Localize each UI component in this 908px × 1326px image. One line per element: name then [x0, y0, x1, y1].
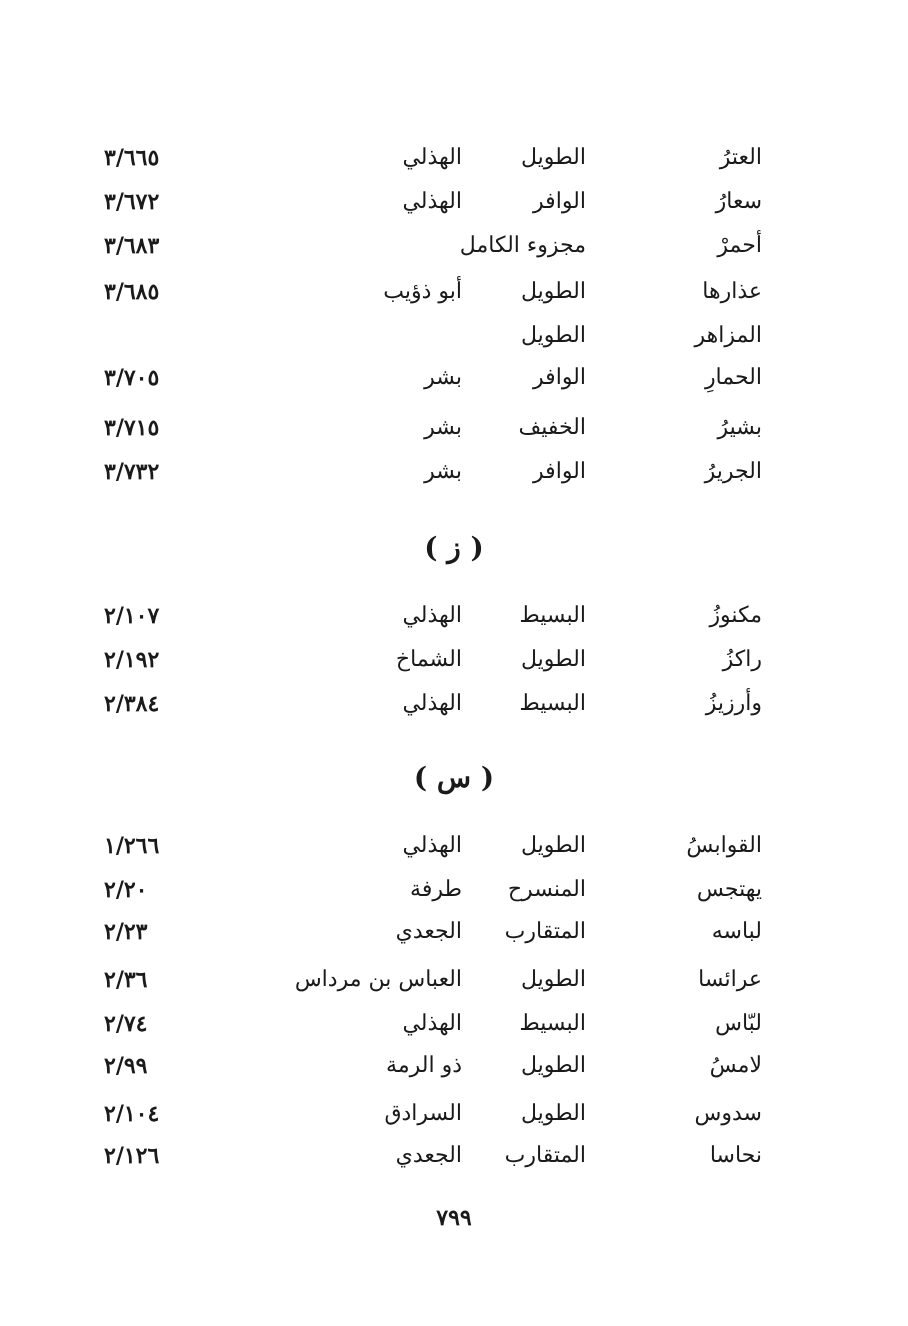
rhyme-word: يهتجس [696, 877, 762, 902]
rhyme-word: مكنوزُ [709, 603, 762, 628]
meter-name: البسيط [519, 603, 586, 628]
meter-name: الطويل [520, 1053, 586, 1078]
volume-page-ref: ٢/١٩٢ [104, 647, 160, 673]
volume-page-ref: ٢/١٠٤ [104, 1101, 160, 1127]
rhyme-word: العترُ [719, 145, 762, 170]
volume-page-ref: ٢/١٢٦ [104, 1143, 160, 1169]
poet-name: الهذلي [402, 603, 462, 628]
meter-name: الطويل [520, 1101, 586, 1126]
meter-name: الطويل [520, 647, 586, 672]
rhyme-word: الجريرُ [704, 459, 762, 484]
volume-page-ref: ٢/٢٣ [104, 919, 148, 945]
volume-page-ref: ٢/٣٦ [104, 967, 148, 993]
meter-name: الوافر [533, 189, 586, 214]
index-row [0, 1004, 908, 1044]
index-row [0, 452, 908, 492]
rhyme-word: وأرزيزُ [705, 691, 762, 716]
meter-name: الطويل [520, 967, 586, 992]
index-row [0, 640, 908, 680]
rhyme-word: المزاهر [694, 323, 762, 348]
volume-page-ref: ٣/٧٠٥ [104, 365, 160, 391]
rhyme-word: الحمارِ [704, 365, 762, 390]
meter-name: مجزوء الكامل [459, 233, 586, 258]
rhyme-word: عذارها [702, 279, 762, 304]
section-heading-s: ( س ) [413, 761, 495, 794]
index-row [0, 912, 908, 952]
index-row [0, 316, 908, 356]
volume-page-ref: ٣/٦٨٥ [104, 279, 160, 305]
volume-page-ref: ٢/٢٠ [104, 877, 148, 903]
poet-name: طرفة [410, 877, 462, 902]
rhyme-word: عرائسا [698, 967, 762, 992]
meter-name: الخفيف [518, 415, 586, 440]
index-row [0, 960, 908, 1000]
meter-name: البسيط [519, 1011, 586, 1036]
index-row [0, 870, 908, 910]
meter-name: الطويل [520, 145, 586, 170]
meter-name: الوافر [533, 365, 586, 390]
volume-page-ref: ٢/١٠٧ [104, 603, 160, 629]
index-row [0, 826, 908, 866]
poet-name: السرادق [384, 1101, 462, 1126]
meter-name: الوافر [533, 459, 586, 484]
poet-name: الجعدي [395, 1143, 462, 1168]
section-heading-z: ( ز ) [424, 531, 484, 564]
volume-page-ref: ٢/٧٤ [104, 1011, 148, 1037]
volume-page-ref: ٣/٧١٥ [104, 415, 160, 441]
volume-page-ref: ٣/٧٣٢ [104, 459, 160, 485]
rhyme-word: لبّاس [715, 1011, 762, 1036]
poet-name: أبو ذؤيب [383, 279, 462, 304]
index-row [0, 684, 908, 724]
poet-name: الهذلي [402, 691, 462, 716]
volume-page-ref: ٣/٦٨٣ [104, 233, 160, 259]
rhyme-word: راكزُ [722, 647, 762, 672]
meter-name: المتقارب [504, 1143, 586, 1168]
rhyme-word: سعارُ [715, 189, 762, 214]
meter-name: المتقارب [504, 919, 586, 944]
poet-name: الهذلي [402, 833, 462, 858]
volume-page-ref: ٣/٦٦٥ [104, 145, 160, 171]
rhyme-word: القوابسُ [686, 833, 762, 858]
index-row [0, 358, 908, 398]
rhyme-word: بشيرُ [717, 415, 762, 440]
rhyme-word: أحمرْ [717, 233, 762, 258]
index-row [0, 1094, 908, 1134]
rhyme-word: لامسُ [709, 1053, 762, 1078]
poet-name: ذو الرمة [386, 1053, 462, 1078]
meter-name: البسيط [519, 691, 586, 716]
page-number: ٧٩٩ [436, 1205, 472, 1231]
poet-name: الهذلي [402, 1011, 462, 1036]
index-row [0, 182, 908, 222]
poet-name: الجعدي [395, 919, 462, 944]
index-row [0, 226, 908, 266]
rhyme-word: لباسه [711, 919, 762, 944]
poet-name: الهذلي [402, 145, 462, 170]
poet-name: العباس بن مرداس [294, 967, 462, 992]
volume-page-ref: ٢/٩٩ [104, 1053, 148, 1079]
poet-name: الهذلي [402, 189, 462, 214]
poet-name: بشر [424, 365, 462, 390]
meter-name: المنسرح [507, 877, 586, 902]
volume-page-ref: ٣/٦٧٢ [104, 189, 160, 215]
poet-name: بشر [424, 459, 462, 484]
poet-name: الشماخ [395, 647, 462, 672]
index-row [0, 596, 908, 636]
poet-name: بشر [424, 415, 462, 440]
volume-page-ref: ١/٢٦٦ [104, 833, 160, 859]
index-row [0, 1046, 908, 1086]
index-row [0, 272, 908, 312]
volume-page-ref: ٢/٣٨٤ [104, 691, 160, 717]
meter-name: الطويل [520, 323, 586, 348]
rhyme-word: سدوس [694, 1101, 762, 1126]
meter-name: الطويل [520, 833, 586, 858]
meter-name: الطويل [520, 279, 586, 304]
index-row [0, 1136, 908, 1176]
index-row [0, 138, 908, 178]
index-row [0, 408, 908, 448]
rhyme-word: نحاسا [709, 1143, 762, 1168]
